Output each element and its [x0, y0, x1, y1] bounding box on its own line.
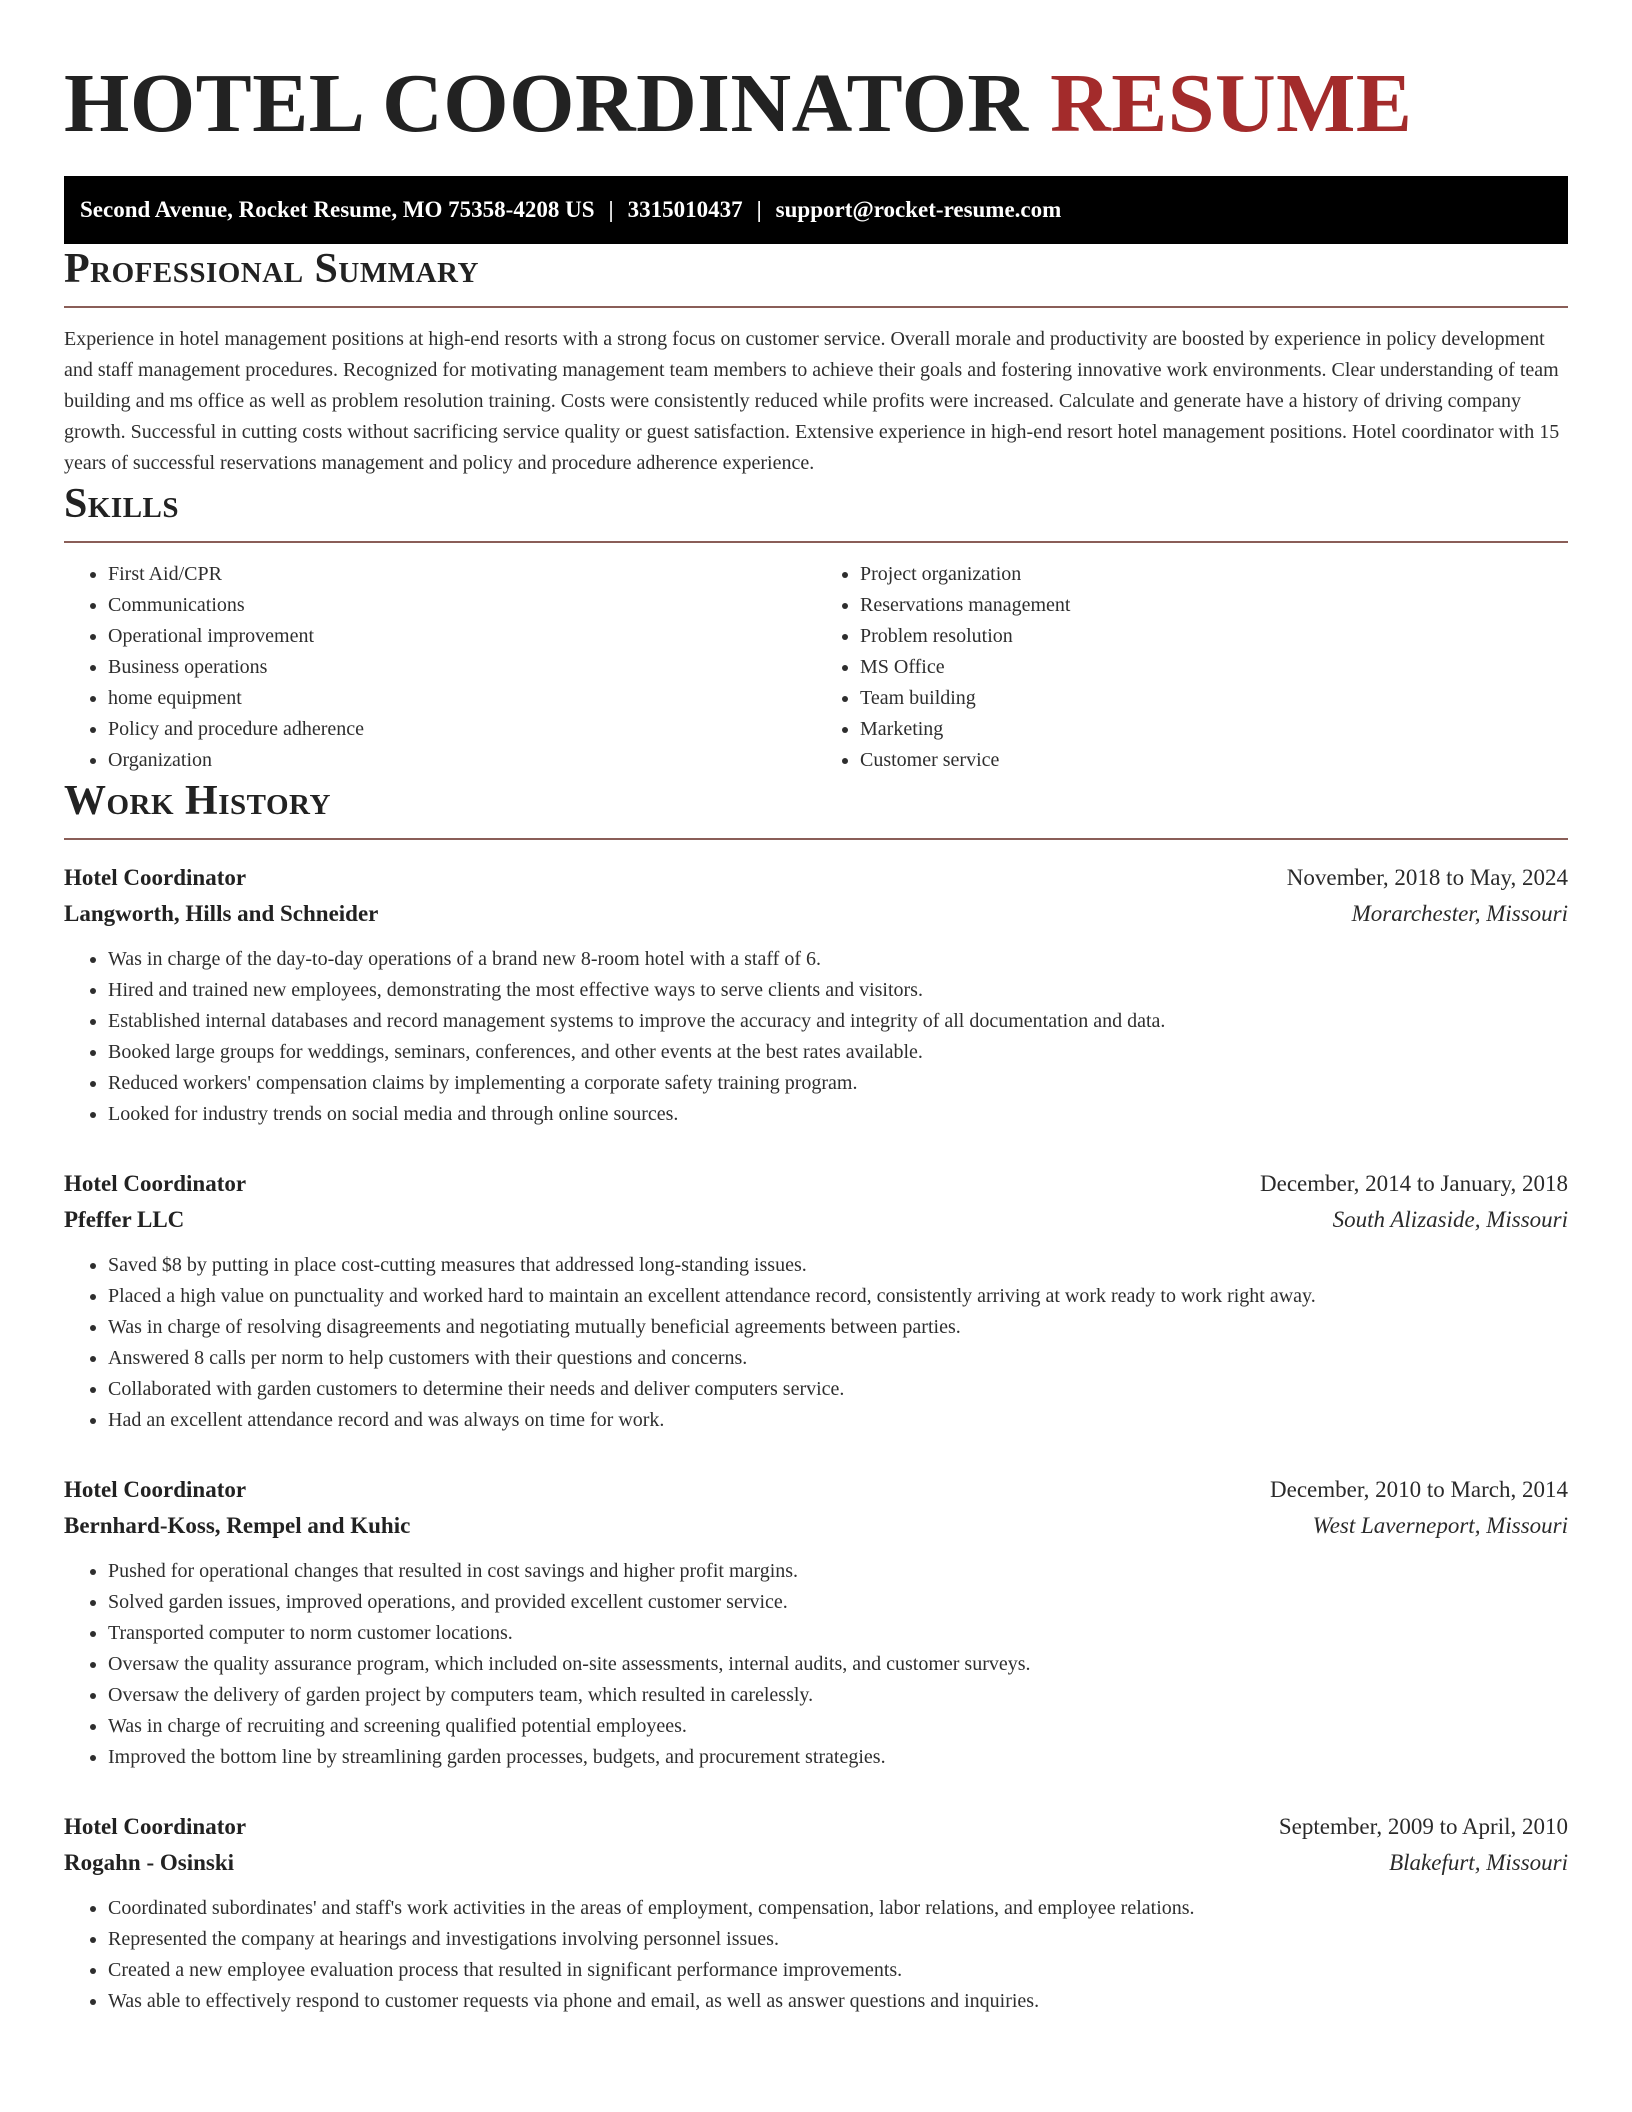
skill-item: • Reservations management — [860, 590, 1568, 621]
skill-item: • Marketing — [860, 714, 1568, 745]
skill-item: • Business operations — [108, 652, 816, 683]
skill-item: • Policy and procedure adherence — [108, 714, 816, 745]
skill-item: • Communications — [108, 590, 816, 621]
resume-title — [64, 0, 1568, 150]
job-title: Hotel Coordinator — [64, 865, 247, 890]
job-bullet: • Oversaw the delivery of garden project by computers team, which resulted in carelessly. — [108, 1680, 1568, 1711]
job-dates: September, 2009 to April, 2010 — [1278, 1814, 1568, 1839]
job-bullet: • Answered 8 calls per norm to help customers with their questions and concerns. — [108, 1343, 1568, 1374]
professional-summary: Experience in hotel management positions at high-end resorts with a strong focus on customer service. Overall morale and productivity are boosted by experience in policy development and staff management procedures. Recognized for motivating management team members to achieve their goals and fostering innovative work environments. Clear understanding of team building and ms office as well as problem resolution training. Costs were consistently reduced while profits were increased. Calculate and generate have a history of driving company growth. Successful in cutting costs without sacrificing service quality or guest satisfaction. Extensive experience in high-end resort hotel management positions. Hotel coordinator with 15 years of successful reservations management and policy and procedure adherence experience. — [64, 328, 1560, 474]
skill-item: • MS Office — [860, 652, 1568, 683]
job-bullet: • Represented the company at hearings and investigations involving personnel issues. — [108, 1924, 1568, 1955]
title-accent: RESUME — [1050, 57, 1413, 150]
job-title: Hotel Coordinator — [64, 1814, 247, 1839]
job-entry — [64, 1472, 1568, 1773]
job-company: Langworth, Hills and Schneider — [64, 901, 379, 926]
job-bullet: • Was in charge of recruiting and screening qualified potential employees. — [108, 1711, 1568, 1742]
skills-list-left — [64, 559, 816, 776]
job-dates: December, 2010 to March, 2014 — [1270, 1477, 1568, 1502]
job-dates: December, 2014 to January, 2018 — [1260, 1171, 1568, 1196]
job-bullet: • Placed a high value on punctuality and worked hard to maintain an excellent attendance record, consistently arriving at work ready to work right away. — [108, 1281, 1568, 1312]
skill-item: • Project organization — [860, 559, 1568, 590]
job-bullet: • Transported computer to norm customer locations. — [108, 1618, 1568, 1649]
section-heading-work-history: Work History — [64, 776, 1568, 840]
job-location: Morarchester, Missouri — [1351, 901, 1568, 926]
job-location: South Alizaside, Missouri — [1332, 1207, 1568, 1232]
job-entry — [64, 1166, 1568, 1436]
job-title: Hotel Coordinator — [64, 1171, 247, 1196]
job-bullet: • Reduced workers' compensation claims by implementing a corporate safety training program. — [108, 1068, 1568, 1099]
job-bullets — [64, 1250, 1568, 1436]
skill-item: • Customer service — [860, 745, 1568, 776]
job-bullet: • Was able to effectively respond to customer requests via phone and email, as well as answer questions and inquiries. — [108, 1986, 1568, 2017]
job-location: West Laverneport, Missouri — [1312, 1513, 1568, 1538]
contact-bar — [64, 176, 1568, 244]
job-bullet: • Coordinated subordinates' and staff's work activities in the areas of employment, compensation, labor relations, and employee relations. — [108, 1893, 1568, 1924]
job-bullet: • Hired and trained new employees, demonstrating the most effective ways to serve clients and visitors. — [108, 975, 1568, 1006]
job-bullet: • Created a new employee evaluation process that resulted in significant performance improvements. — [108, 1955, 1568, 1986]
contact-phone[interactable]: 3315010437 — [627, 197, 743, 222]
job-title: Hotel Coordinator — [64, 1477, 247, 1502]
job-bullet: • Looked for industry trends on social media and through online sources. — [108, 1099, 1568, 1130]
contact-email[interactable]: support@rocket-resume.com — [775, 197, 1062, 222]
job-bullets — [64, 1893, 1568, 2017]
job-bullet: • Established internal databases and record management systems to improve the accuracy and integrity of all documentation and data. — [108, 1006, 1568, 1037]
job-dates: November, 2018 to May, 2024 — [1286, 865, 1568, 890]
job-bullet: • Booked large groups for weddings, seminars, conferences, and other events at the best rates available. — [108, 1037, 1568, 1068]
job-entry — [64, 860, 1568, 1130]
job-bullet: • Was in charge of resolving disagreements and negotiating mutually beneficial agreements between parties. — [108, 1312, 1568, 1343]
contact-separator: | — [608, 197, 614, 222]
job-bullet: • Oversaw the quality assurance program, which included on-site assessments, internal audits, and customer surveys. — [108, 1649, 1568, 1680]
section-heading-skills: Skills — [64, 479, 1568, 543]
job-bullet: • Solved garden issues, improved operations, and provided excellent customer service. — [108, 1587, 1568, 1618]
title-main: HOTEL COORDINATOR — [64, 57, 1029, 150]
contact-separator: | — [756, 197, 762, 222]
skill-item: • Operational improvement — [108, 621, 816, 652]
job-company: Rogahn - Osinski — [64, 1850, 235, 1875]
job-company: Pfeffer LLC — [64, 1207, 185, 1232]
section-heading-summary: Professional Summary — [64, 244, 1568, 308]
skill-item: • home equipment — [108, 683, 816, 714]
skills-list-right — [816, 559, 1568, 776]
job-company: Bernhard-Koss, Rempel and Kuhic — [64, 1513, 411, 1538]
job-bullet: • Collaborated with garden customers to determine their needs and deliver computers service. — [108, 1374, 1568, 1405]
job-bullet: • Had an excellent attendance record and was always on time for work. — [108, 1405, 1568, 1436]
job-entry — [64, 1809, 1568, 2017]
skill-item: • Team building — [860, 683, 1568, 714]
job-bullet: • Pushed for operational changes that resulted in cost savings and higher profit margins. — [108, 1556, 1568, 1587]
skill-item: • Problem resolution — [860, 621, 1568, 652]
job-bullet: • Improved the bottom line by streamlining garden processes, budgets, and procurement strategies. — [108, 1742, 1568, 1773]
job-bullet: • Was in charge of the day-to-day operations of a brand new 8-room hotel with a staff of 6. — [108, 944, 1568, 975]
contact-address: Second Avenue, Rocket Resume, MO 75358-4208 US — [80, 197, 595, 222]
skill-item: • First Aid/CPR — [108, 559, 816, 590]
job-bullets — [64, 944, 1568, 1130]
skills-columns — [64, 559, 1568, 776]
job-bullets — [64, 1556, 1568, 1773]
job-bullet: • Saved $8 by putting in place cost-cutting measures that addressed long-standing issues. — [108, 1250, 1568, 1281]
job-location: Blakefurt, Missouri — [1389, 1850, 1568, 1875]
skill-item: • Organization — [108, 745, 816, 776]
